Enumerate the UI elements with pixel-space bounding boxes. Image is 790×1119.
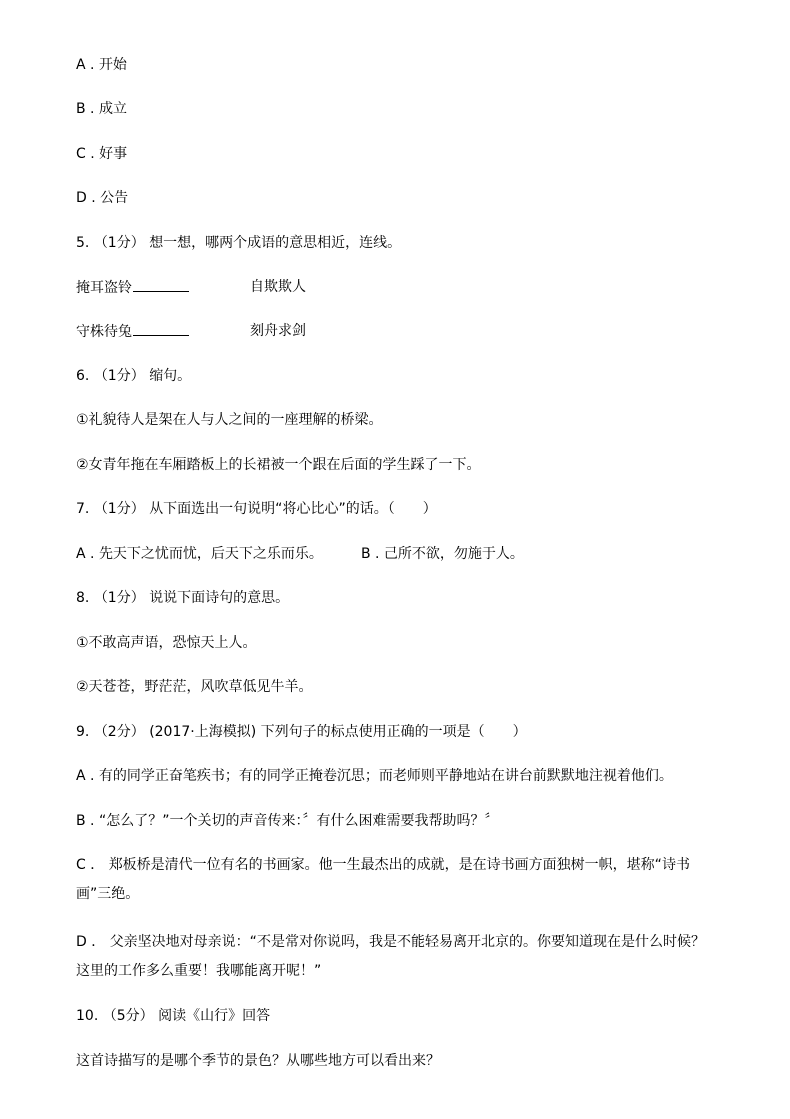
q9-option-c: C ． 郑板桥是清代一位有名的书画家。他一生最杰出的成就，是在诗书画方面独树一帜，堪称“诗书画”三绝。	[76, 857, 690, 902]
q9-heading: 9. （2分） (2017·上海模拟) 下列句子的标点使用正确的一项是（ ）	[76, 724, 527, 740]
q5-row-1: 掩耳盗铃 自欺欺人	[76, 279, 306, 296]
q4-option-d: D . 公告	[76, 190, 129, 206]
q8-item-1: ①不敢高声语，恐惊天上人。	[76, 635, 257, 651]
q6-item-2: ②女青年拖在车厢踏板上的长裙被一个跟在后面的学生踩了一下。	[76, 457, 481, 473]
q9-option-d: D ． 父亲坚决地对母亲说：“不是常对你说吗，我是不能轻易离开北京的。你要知道现在是什么时候？这里的工作多么重要！我哪能离开呢！”	[76, 934, 705, 979]
q5-blank-1[interactable]	[133, 277, 189, 292]
q7-options	[76, 544, 524, 564]
q4-option-b: B . 成立	[76, 101, 127, 117]
q10-heading: 10. （5分） 阅读《山行》回答	[76, 1008, 271, 1024]
q9-option-b: B . “怎么了？”一个关切的声音传来：〞有什么困难需要我帮助吗？〞	[76, 813, 499, 829]
q5-row-2: 守株待兔 刻舟求剑	[76, 323, 306, 340]
q7-heading: 7. （1分） 从下面选出一句说明“将心比心”的话。（ ）	[76, 501, 437, 517]
q4-option-a: A . 开始	[76, 57, 127, 73]
q8-heading: 8. （1分） 说说下面诗句的意思。	[76, 590, 290, 606]
q6-heading: 6. （1分） 缩句。	[76, 368, 192, 384]
q5-heading: 5. （1分） 想一想，哪两个成语的意思相近，连线。	[76, 235, 402, 251]
q6-item-1: ①礼貌待人是架在人与人之间的一座理解的桥梁。	[76, 412, 383, 428]
q9-option-a: A . 有的同学正奋笔疾书；有的同学正掩卷沉思；而老师则平静地站在讲台前默默地注视着他们。	[76, 768, 673, 784]
q5-blank-2[interactable]	[133, 321, 189, 336]
q8-item-2: ②天苍苍，野茫茫，风吹草低见牛羊。	[76, 679, 313, 695]
q7-option-a: A . 先天下之忧而忧，后天下之乐而乐。	[76, 546, 323, 562]
q7-option-b: B . 己所不欲，勿施于人。	[360, 546, 524, 562]
q10-subquestion: 这首诗描写的是哪个季节的景色？从哪些地方可以看出来？	[76, 1053, 440, 1069]
q4-option-c: C . 好事	[76, 146, 128, 162]
